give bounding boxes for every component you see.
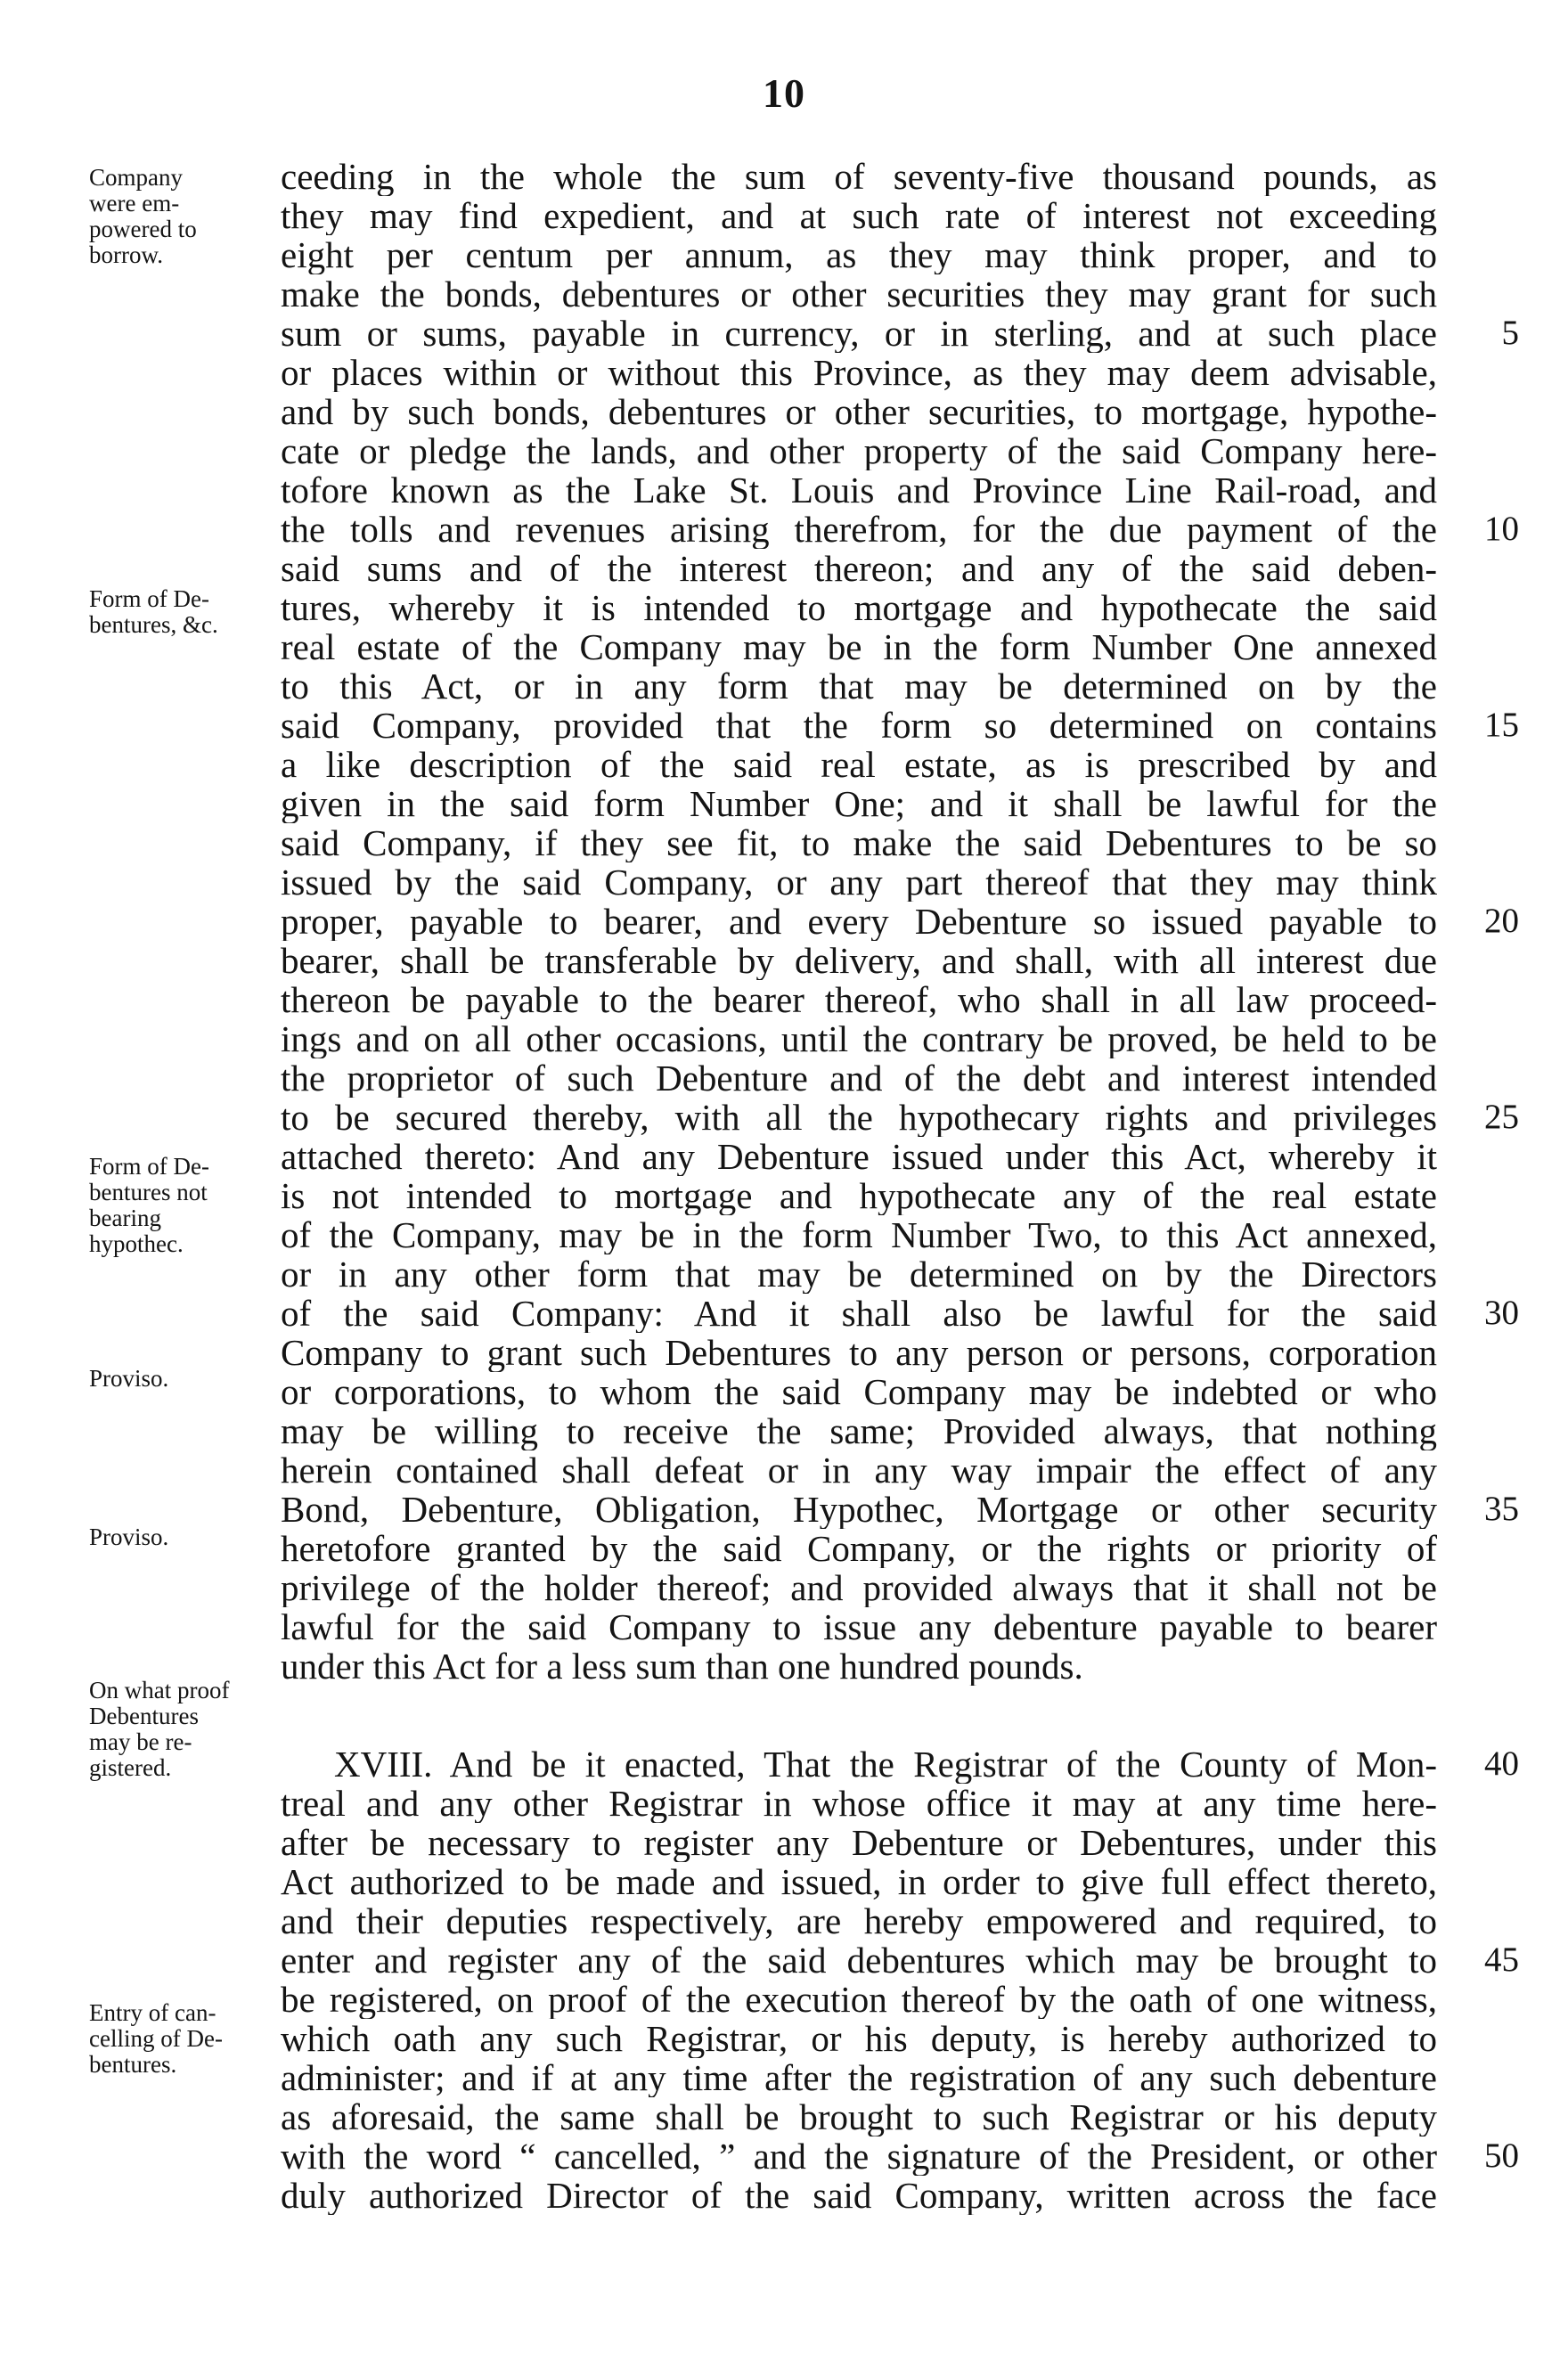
text-line: Act authorized to be made and issued, in order to give full effect thereto, — [281, 1862, 1437, 1901]
text-line: of the Company, may be in the form Number Two, to this Act annexed, — [281, 1215, 1437, 1254]
text-line: said Company, provided that the form so determined on contains — [281, 706, 1437, 745]
text-line: attached thereto: And any Debenture issued under this Act, whereby it — [281, 1137, 1437, 1176]
line-number: 30 — [1484, 1294, 1519, 1332]
text-line: or in any other form that may be determined on by the Directors — [281, 1254, 1437, 1294]
line-number: 10 — [1484, 510, 1519, 548]
text-line: with the word “ cancelled, ” and the signature of the President, or other — [281, 2136, 1437, 2176]
text-line: to be secured thereby, with all the hypothecary rights and privileges — [281, 1098, 1437, 1137]
text-line: under this Act for a less sum than one hundred pounds. — [281, 1646, 1083, 1686]
text-line: said sums and of the interest thereon; and any of the said deben- — [281, 549, 1437, 588]
text-line: of the said Company: And it shall also be lawful for the said — [281, 1294, 1437, 1333]
text-line: lawful for the said Company to issue any debenture payable to bearer — [281, 1607, 1437, 1646]
text-line: they may find expedient, and at such rate of interest not exceeding — [281, 196, 1437, 235]
text-line: the tolls and revenues arising therefrom, for the due payment of the — [281, 510, 1437, 549]
line-number: 5 — [1501, 314, 1519, 352]
line-number: 15 — [1484, 706, 1519, 744]
text-line: or places within or without this Province, as they may deem advisable, — [281, 353, 1437, 392]
text-line: which oath any such Registrar, or his deputy, is hereby authorized to — [281, 2019, 1437, 2058]
text-line: to this Act, or in any form that may be determined on by the — [281, 666, 1437, 706]
text-line: after be necessary to register any Debenture or Debentures, under this — [281, 1823, 1437, 1862]
text-line: heretofore granted by the said Company, or the rights or priority of — [281, 1529, 1437, 1568]
text-line: issued by the said Company, or any part thereof that they may think — [281, 862, 1437, 902]
text-line: the proprietor of such Debenture and of the debt and interest intended — [281, 1058, 1437, 1098]
text-line: eight per centum per annum, as they may think proper, and to — [281, 235, 1437, 274]
side-note-form-not-bearing-hypothec: Form of De- bentures not bearing hypothec. — [89, 1153, 209, 1257]
line-number: 45 — [1484, 1940, 1519, 1979]
text-line: bearer, shall be transferable by delivery, and shall, with all interest due — [281, 941, 1437, 980]
text-line: ceeding in the whole the sum of seventy-five thousand pounds, as — [281, 157, 1437, 196]
side-note-form-of-debentures: Form of De- bentures, &c. — [89, 585, 218, 638]
text-line: sum or sums, payable in currency, or in sterling, and at such place — [281, 314, 1437, 353]
line-number: 20 — [1484, 902, 1519, 940]
text-line: duly authorized Director of the said Company, written across the face — [281, 2176, 1437, 2215]
text-line: privilege of the holder thereof; and provided always that it shall not be — [281, 1568, 1437, 1607]
text-line: proper, payable to bearer, and every Debenture so issued payable to — [281, 902, 1437, 941]
text-line: enter and register any of the said debentures which may be brought to — [281, 1940, 1437, 1980]
text-line: be registered, on proof of the execution thereof by the oath of one witness, — [281, 1980, 1437, 2019]
section-heading-line: XVIII. And be it enacted, That the Registrar of the County of Mon- — [334, 1744, 1437, 1784]
text-line: said Company, if they see fit, to make the said Debentures to be so — [281, 823, 1437, 862]
text-line: make the bonds, debentures or other securities they may grant for such — [281, 274, 1437, 314]
side-note-proviso-2: Proviso. — [89, 1524, 169, 1550]
text-line: treal and any other Registrar in whose office it may at any time here- — [281, 1784, 1437, 1823]
text-line: ings and on all other occasions, until the contrary be proved, be held to be — [281, 1019, 1437, 1058]
text-line: thereon be payable to the bearer thereof, who shall in all law proceed- — [281, 980, 1437, 1019]
text-line: tofore known as the Lake St. Louis and Province Line Rail-road, and — [281, 470, 1437, 510]
page-number: 10 — [763, 70, 805, 116]
text-line: and their deputies respectively, are hereby empowered and required, to — [281, 1901, 1437, 1940]
line-number: 50 — [1484, 2136, 1519, 2175]
text-line: and by such bonds, debentures or other securities, to mortgage, hypothe- — [281, 392, 1437, 431]
side-note-company-borrow: Company were em- powered to borrow. — [89, 164, 197, 268]
text-line: cate or pledge the lands, and other property of the said Company here- — [281, 431, 1437, 470]
text-line: Bond, Debenture, Obligation, Hypothec, Mortgage or other security — [281, 1490, 1437, 1529]
line-number: 40 — [1484, 1744, 1519, 1783]
text-line: given in the said form Number One; and it shall be lawful for the — [281, 784, 1437, 823]
text-line: may be willing to receive the same; Provided always, that nothing — [281, 1411, 1437, 1450]
text-line: a like description of the said real estate, as is prescribed by and — [281, 745, 1437, 784]
text-line: tures, whereby it is intended to mortgage and hypothecate the said — [281, 588, 1437, 627]
line-number: 25 — [1484, 1098, 1519, 1136]
text-line: or corporations, to whom the said Company may be indebted or who — [281, 1372, 1437, 1411]
text-line: administer; and if at any time after the registration of any such debenture — [281, 2058, 1437, 2097]
text-line: Company to grant such Debentures to any person or persons, corporation — [281, 1333, 1437, 1372]
text-line: herein contained shall defeat or in any way impair the effect of any — [281, 1450, 1437, 1490]
side-note-debentures-registered: On what proof Debentures may be re- gistered. — [89, 1677, 230, 1781]
side-note-proviso-1: Proviso. — [89, 1365, 169, 1392]
line-number: 35 — [1484, 1490, 1519, 1528]
text-line: real estate of the Company may be in the form Number One annexed — [281, 627, 1437, 666]
text-line: is not intended to mortgage and hypothecate any of the real estate — [281, 1176, 1437, 1215]
text-line: as aforesaid, the same shall be brought to such Registrar or his deputy — [281, 2097, 1437, 2136]
side-note-cancelling-debentures: Entry of can- celling of De- bentures. — [89, 1999, 223, 2078]
